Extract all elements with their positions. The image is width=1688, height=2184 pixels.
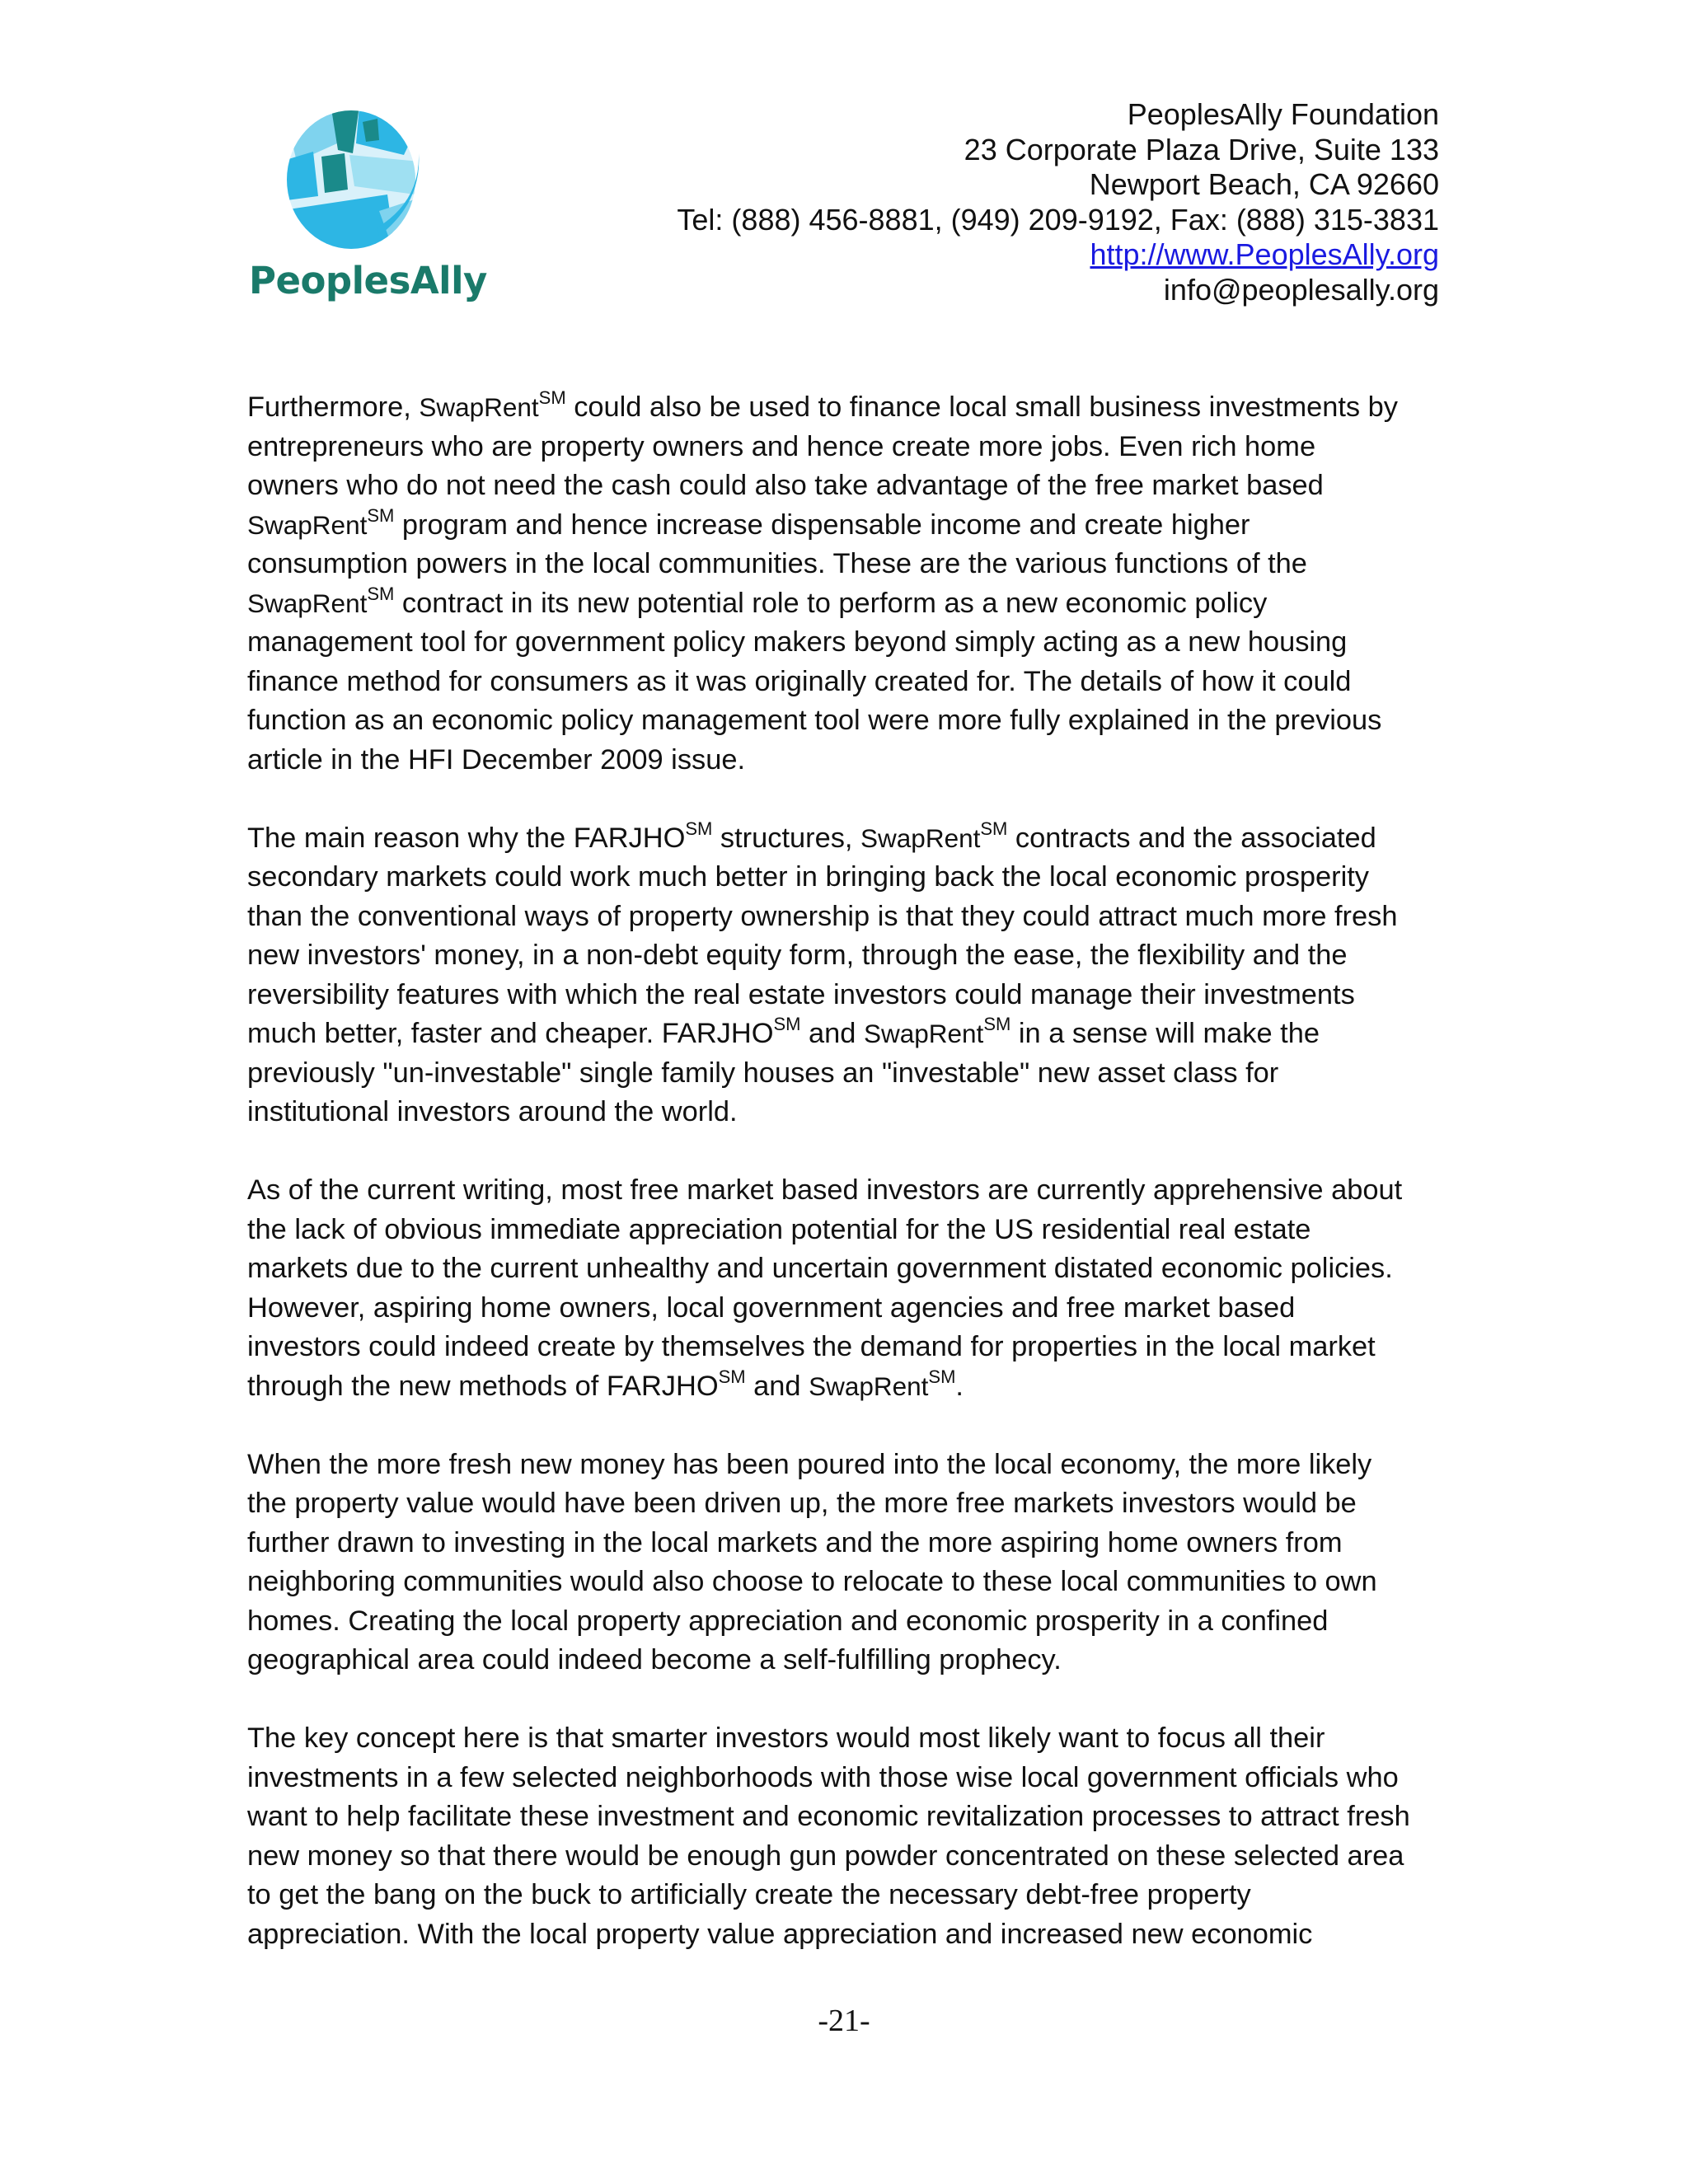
text-line: neighboring communities would also choose to relocate to these local communities to own <box>247 1566 1377 1597</box>
farjho-term: FARJHO <box>661 1018 774 1049</box>
text-line: As of the current writing, most free market based investors are currently apprehensive about <box>247 1174 1403 1206</box>
text-line: The key concept here is that smarter investors would most likely want to focus all their <box>247 1722 1325 1754</box>
text-line: finance method for consumers as it was originally created for. The details of how it could <box>247 665 1352 697</box>
text-line: SwapRent℠ program and hence increase dispensable income and create higher <box>247 504 1250 541</box>
org-name: PeoplesAlly Foundation <box>1127 97 1439 131</box>
farjho-term: FARJHO <box>606 1370 719 1402</box>
text-line: article in the HFI December 2009 issue. <box>247 743 746 776</box>
text-line: The main reason why the FARJHO℠ structures, SwapRent℠ contracts and the associated <box>247 818 1376 854</box>
text-line: investors could indeed create by themselves the demand for properties in the local market <box>247 1331 1376 1362</box>
text-line: entrepreneurs who are property owners and hence create more jobs. Even rich home <box>247 430 1316 462</box>
text-line: appreciation. With the local property value appreciation and increased new economic <box>247 1918 1313 1950</box>
service-mark: SM <box>538 387 566 408</box>
text-line: markets due to the current unhealthy and uncertain government distated economic policies. <box>247 1253 1393 1284</box>
paragraph-4 <box>247 1446 1451 1680</box>
text-line: consumption powers in the local communities. These are the various functions of the <box>247 548 1307 579</box>
text-line: function as an economic policy management tool were more fully explained in the previous <box>247 705 1382 736</box>
phone-fax: Tel: (888) 456-8881, (949) 209-9192, Fax: (888) 315-3831 <box>677 202 1439 237</box>
address-line-2: Newport Beach, CA 92660 <box>1089 167 1439 201</box>
swaprent-term: SwapRent <box>863 1019 984 1048</box>
text-line: institutional investors around the world. <box>247 1096 738 1127</box>
letterhead-address <box>677 97 1439 307</box>
website-link[interactable]: http://www.PeoplesAlly.org <box>1090 237 1439 271</box>
service-mark: SM <box>773 1014 801 1034</box>
globe-logo-icon <box>280 104 429 256</box>
text-line: to get the bang on the buck to artificially create the necessary debt-free property <box>247 1879 1251 1910</box>
text-line: previously "un-investable" single family houses an "investable" new asset class for <box>247 1057 1279 1089</box>
text-line: management tool for government policy makers beyond simply acting as a new housing <box>247 626 1348 658</box>
swaprent-term: SwapRent <box>419 392 539 422</box>
text-line: new money so that there would be enough gun powder concentrated on these selected area <box>247 1840 1404 1872</box>
peoplesally-logo <box>246 97 487 312</box>
swaprent-term: SwapRent <box>809 1371 929 1401</box>
text-line: want to help facilitate these investment and economic revitalization processes to attract fresh <box>247 1801 1410 1832</box>
text-line: through the new methods of FARJHO℠ and SwapRent℠. <box>247 1366 964 1402</box>
text-line: new investors' money, in a non-debt equity form, through the ease, the flexibility and the <box>247 940 1348 971</box>
text-line: When the more fresh new money has been poured into the local economy, the more likely <box>247 1448 1372 1480</box>
swaprent-term: SwapRent <box>247 588 368 618</box>
service-mark: SM <box>367 504 395 526</box>
paragraph-1 <box>247 388 1451 780</box>
logo-wordmark: PeoplesAlly <box>249 259 487 302</box>
service-mark: SM <box>367 583 395 604</box>
text-line: than the conventional ways of property ownership is that they could attract much more fresh <box>247 900 1398 932</box>
service-mark: SM <box>980 818 1008 839</box>
paragraph-2 <box>247 819 1451 1132</box>
paragraph-5 <box>247 1719 1451 1954</box>
swaprent-term: SwapRent <box>247 509 368 540</box>
address-line-1: 23 Corporate Plaza Drive, Suite 133 <box>964 132 1439 166</box>
article-body <box>247 388 1451 1954</box>
text-line: Furthermore, SwapRent℠ could also be used to finance local small business investments by <box>247 387 1398 423</box>
text-line: further drawn to investing in the local markets and the more aspiring home owners from <box>247 1526 1343 1558</box>
service-mark: SM <box>685 818 713 839</box>
email-address: info@peoplesally.org <box>1163 272 1439 307</box>
paragraph-3 <box>247 1171 1451 1406</box>
text-line: the property value would have been driven up, the more free markets investors would be <box>247 1488 1357 1519</box>
farjho-term: FARJHO <box>573 822 686 854</box>
text-line: homes. Creating the local property appreciation and economic prosperity in a confined <box>247 1605 1329 1637</box>
text-line: secondary markets could work much better in bringing back the local economic prosperity <box>247 861 1369 893</box>
text-line: investments in a few selected neighborhoods with those wise local government officials who <box>247 1761 1399 1793</box>
text-line: owners who do not need the cash could also take advantage of the free market based <box>247 470 1324 501</box>
service-mark: SM <box>718 1366 746 1387</box>
swaprent-term: SwapRent <box>860 823 981 853</box>
service-mark: SM <box>983 1014 1011 1034</box>
text-line: However, aspiring home owners, local government agencies and free market based <box>247 1291 1296 1324</box>
text-line: geographical area could indeed become a self-fulfilling prophecy. <box>247 1644 1062 1675</box>
text-line: reversibility features with which the real estate investors could manage their investments <box>247 978 1355 1010</box>
page-number: -21- <box>818 2004 870 2038</box>
text-line: SwapRent℠ contract in its new potential role to perform as a new economic policy <box>247 583 1268 619</box>
text-line: the lack of obvious immediate appreciation potential for the US residential real estate <box>247 1213 1311 1245</box>
text-line: much better, faster and cheaper. FARJHO℠ and SwapRent℠ in a sense will make the <box>247 1014 1320 1049</box>
service-mark: SM <box>928 1366 956 1387</box>
